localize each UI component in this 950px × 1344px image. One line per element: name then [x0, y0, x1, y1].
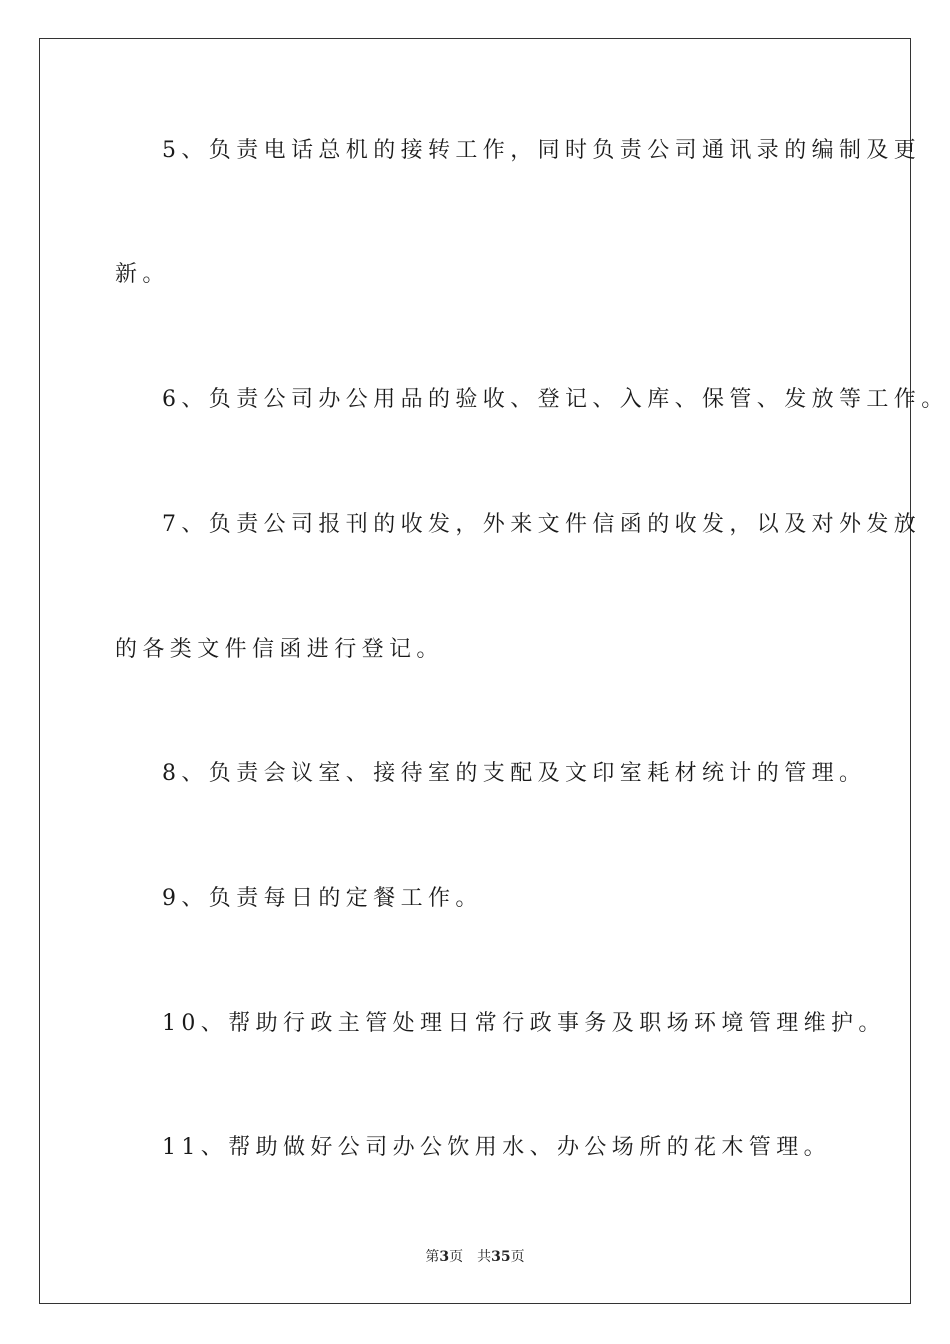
total-prefix: 共 [477, 1249, 492, 1265]
paragraph-7-line-2: 的各类文件信函进行登记。 [115, 637, 444, 662]
total-suffix: 页 [510, 1249, 525, 1265]
total-pages: 35 [491, 1249, 511, 1265]
paragraph-11: 11、帮助做好公司办公饮用水、办公场所的花木管理。 [162, 1135, 831, 1160]
page-number: 3 [439, 1249, 450, 1265]
paragraph-5-line-2: 新。 [115, 262, 170, 287]
paragraph-10: 10、帮助行政主管处理日常行政事务及职场环境管理维护。 [162, 1011, 886, 1036]
page-border [39, 38, 911, 1304]
paragraph-7-line-1: 7、负责公司报刊的收发，外来文件信函的收发，以及对外发放 [162, 512, 922, 537]
page-prefix: 第 [425, 1249, 440, 1265]
page-footer [0, 1247, 950, 1267]
paragraph-9: 9、负责每日的定餐工作。 [162, 886, 483, 911]
paragraph-5-line-1: 5、负责电话总机的接转工作，同时负责公司通讯录的编制及更 [162, 138, 922, 163]
page-suffix: 页 [449, 1249, 464, 1265]
paragraph-6: 6、负责公司办公用品的验收、登记、入库、保管、发放等工作。 [162, 387, 949, 412]
paragraph-8: 8、负责会议室、接待室的支配及文印室耗材统计的管理。 [162, 761, 867, 786]
